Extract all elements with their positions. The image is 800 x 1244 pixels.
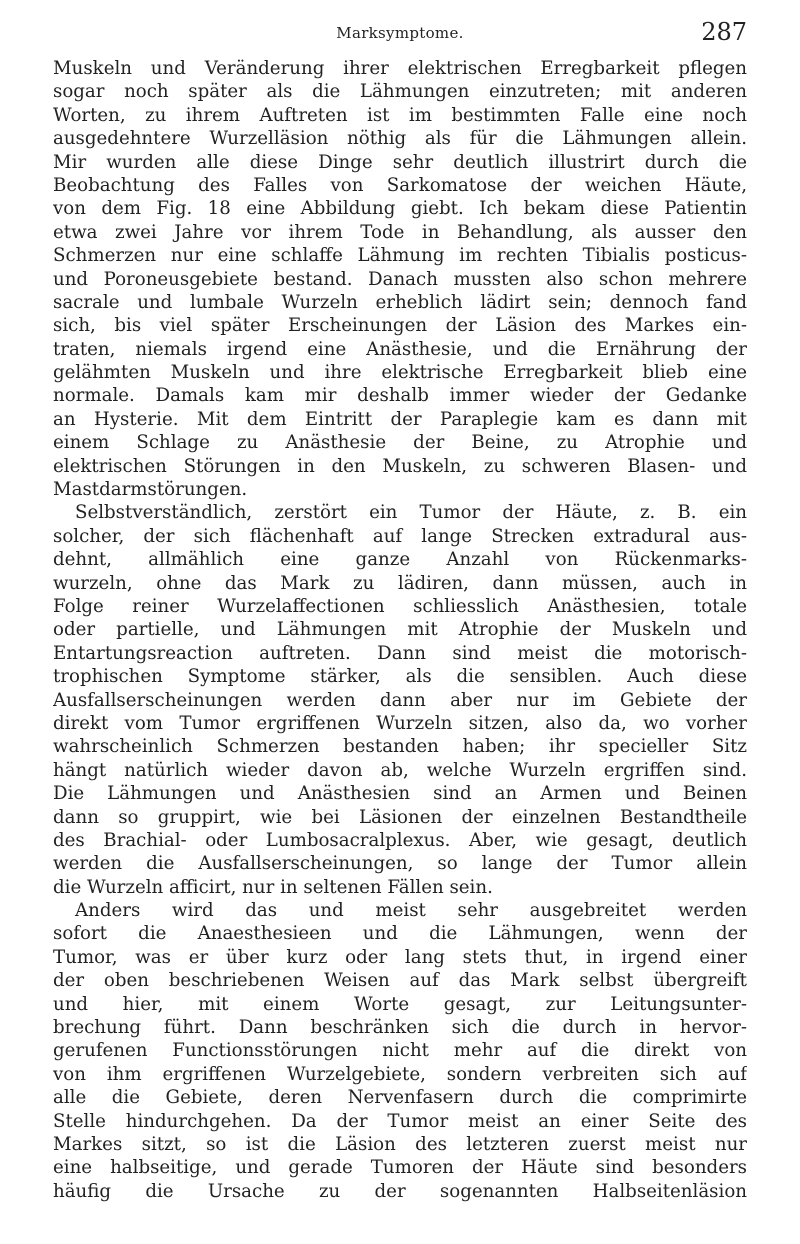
text-line: Ausfallserscheinungen werden dann aber nur im Gebiete der	[53, 689, 747, 711]
text-line: Muskeln und Veränderung ihrer elektrischen Erregbarkeit pflegen	[53, 58, 747, 79]
text-line: Die Lähmungen und Anästhesien sind an Armen und Beinen	[53, 783, 747, 805]
text-line: und hier, mit einem Worte gesagt, zur Leitungsunter-	[53, 993, 747, 1015]
text-line: Beobachtung des Falles von Sarkomatose der weichen Häute,	[53, 174, 747, 196]
text-line: Tumor, was er über kurz oder lang stets thut, in irgend einer	[53, 946, 747, 968]
text-line: wurzeln, ohne das Mark zu lädiren, dann müssen, auch in	[53, 572, 747, 594]
text-line: einem Schlage zu Anästhesie der Beine, zu Atrophie und	[53, 432, 747, 454]
text-line: hängt natürlich wieder davon ab, welche Wurzeln ergriffen sind.	[53, 759, 747, 781]
text-line: sogar noch später als die Lähmungen einzutreten; mit anderen	[53, 81, 747, 103]
text-line: von ihm ergriffenen Wurzelgebiete, sondern verbreiten sich auf	[53, 1063, 747, 1085]
text-line: Folge reiner Wurzelaffectionen schliesslich Anästhesien, totale	[53, 595, 747, 617]
text-line: dehnt, allmählich eine ganze Anzahl von Rückenmarks-	[53, 549, 747, 571]
text-line: Mir wurden alle diese Dinge sehr deutlich illustrirt durch die	[53, 151, 747, 173]
running-head	[53, 18, 747, 48]
text-line: gerufenen Functionsstörungen nicht mehr auf die direkt von	[53, 1040, 747, 1062]
text-line: Markes sitzt, so ist die Läsion des letzteren zuerst meist nur	[53, 1133, 747, 1155]
text-line: der oben beschriebenen Weisen auf das Mark selbst übergreift	[53, 970, 747, 992]
text-line: dann so gruppirt, wie bei Läsionen der einzelnen Bestandtheile	[53, 806, 747, 828]
text-line: trophischen Symptome stärker, als die sensiblen. Auch diese	[53, 666, 747, 688]
text-line: brechung führt. Dann beschränken sich die durch in hervor-	[53, 1017, 747, 1039]
running-head-title: Marksymptome.	[336, 24, 464, 42]
text-line: die Wurzeln afficirt, nur in seltenen Fällen sein.	[53, 876, 493, 898]
text-line: Anders wird das und meist sehr ausgebreitet werden	[75, 900, 747, 922]
text-line: Entartungsreaction auftreten. Dann sind meist die motorisch-	[53, 642, 747, 664]
text-line: Worten, zu ihrem Auftreten ist im bestimmten Falle eine noch	[53, 104, 747, 126]
text-line: solcher, der sich flächenhaft auf lange Strecken extradural aus-	[53, 525, 747, 547]
text-line: traten, niemals irgend eine Anästhesie, und die Ernährung der	[53, 338, 747, 360]
page-number: 287	[701, 18, 747, 46]
text-line: des Brachial- oder Lumbosacralplexus. Aber, wie gesagt, deutlich	[53, 829, 747, 851]
text-line: werden die Ausfallserscheinungen, so lange der Tumor allein	[53, 853, 747, 875]
text-line: Schmerzen nur eine schlaffe Lähmung im rechten Tibialis posticus-	[53, 245, 747, 267]
text-line: eine halbseitige, und gerade Tumoren der Häute sind besonders	[53, 1157, 747, 1179]
text-line: normale. Damals kam mir deshalb immer wieder der Gedanke	[53, 385, 747, 407]
text-line: Stelle hindurchgehen. Da der Tumor meist an einer Seite des	[53, 1110, 747, 1132]
text-line: von dem Fig. 18 eine Abbildung giebt. Ich bekam diese Patientin	[53, 198, 747, 220]
text-line: an Hysterie. Mit dem Eintritt der Paraplegie kam es dann mit	[53, 408, 747, 430]
text-line: häufig die Ursache zu der sogenannten Halbseitenläsion	[53, 1180, 747, 1202]
text-line: direkt vom Tumor ergriffenen Wurzeln sitzen, also da, wo vorher	[53, 712, 747, 734]
text-line: sofort die Anaesthesieen und die Lähmungen, wenn der	[53, 923, 747, 945]
text-line: wahrscheinlich Schmerzen bestanden haben; ihr specieller Sitz	[53, 736, 747, 758]
text-line: alle die Gebiete, deren Nervenfasern durch die comprimirte	[53, 1087, 747, 1109]
text-line: etwa zwei Jahre vor ihrem Tode in Behandlung, als ausser den	[53, 221, 747, 243]
text-line: Mastdarmstörungen.	[53, 479, 248, 501]
text-line: sacrale und lumbale Wurzeln erheblich lädirt sein; dennoch fand	[53, 291, 747, 313]
text-line: und Poroneusgebiete bestand. Danach mussten also schon mehrere	[53, 268, 747, 290]
text-line: sich, bis viel später Erscheinungen der Läsion des Markes ein-	[53, 315, 747, 337]
body-text	[53, 57, 747, 1203]
text-line: elektrischen Störungen in den Muskeln, zu schweren Blasen- und	[53, 455, 747, 477]
text-line: gelähmten Muskeln und ihre elektrische Erregbarkeit blieb eine	[53, 362, 747, 384]
text-line: ausgedehntere Wurzelläsion nöthig als für die Lähmungen allein.	[53, 128, 747, 150]
text-line: Selbstverständlich, zerstört ein Tumor der Häute, z. B. ein	[75, 502, 747, 524]
text-line: oder partielle, und Lähmungen mit Atrophie der Muskeln und	[53, 619, 747, 641]
